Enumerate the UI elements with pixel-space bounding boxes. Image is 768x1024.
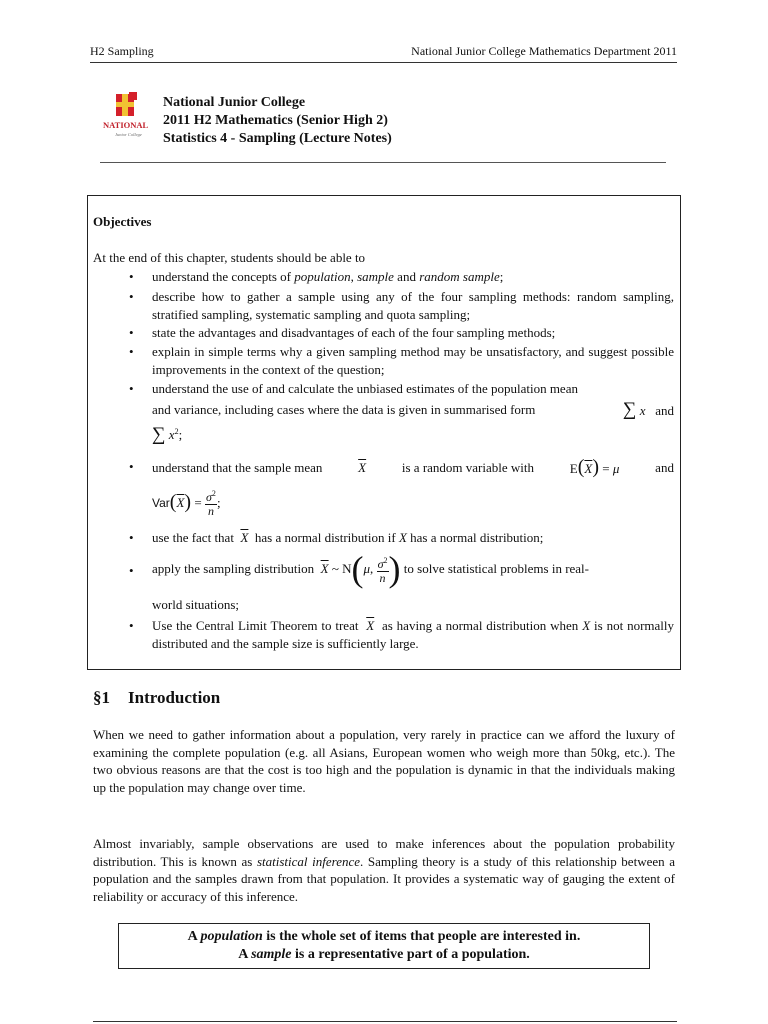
bullet: •: [129, 289, 134, 304]
paragraph-1: When we need to gather information about a population, very rarely in practice can we afford the luxury of examining the complete population (e.g. all Asians, European women who weigh more than 50kg, etc.). The two obvious reasons are that the cost is too high and the population is dynamic in that the individuals making up the population may change over time.: [93, 727, 675, 795]
objective-5-line-2: and variance, including cases where the data is given in summarised form ∑ x and: [152, 399, 674, 420]
objective-8-line-2: world situations;: [152, 597, 240, 612]
title-underline: [100, 162, 666, 163]
objective-3: state the advantages and disadvantages of each of the four sampling methods;: [152, 325, 556, 340]
objective-4: explain in simple terms why a given sampling method may be unsatisfactory, and suggest possible improvements in the context of the question;: [152, 344, 674, 377]
title-line-2: 2011 H2 Mathematics (Senior High 2): [163, 113, 388, 128]
bullet: •: [129, 530, 134, 545]
sum-x-squared: ∑ x $^2$ ;: [152, 424, 183, 445]
section-heading: §1 Introduction: [93, 688, 221, 707]
running-header-right: National Junior College Mathematics Department 2011: [411, 44, 677, 58]
title-line-1: National Junior College: [163, 95, 306, 110]
footer-rule: [93, 1021, 677, 1022]
objective-9: Use the Central Limit Theorem to treat $\overline{X}$ as having a normal distribution when X is not normally distributed and the sample size is sufficiently large.: [152, 618, 675, 651]
bullet: •: [129, 618, 134, 633]
objectives-intro: At the end of this chapter, students should be able to: [93, 250, 366, 265]
college-logo: [103, 92, 153, 142]
definition-sample: A sample is a representative part of a population.: [238, 947, 530, 962]
bullet: •: [129, 325, 134, 340]
objective-7: use the fact that $\overline{X}$ has a normal distribution if X has a normal distribution;: [152, 530, 544, 545]
objective-8-line-1: apply the sampling distribution $\overline{X}$ ~ N ( μ , $\sigma^2$ n ) to solve statistical problems in real-: [152, 549, 590, 589]
document-title: [163, 94, 392, 148]
paragraph-2: Almost invariably, sample observations are used to make inferences about the population probability distribution. This is known as statistical inference. Sampling theory is a study of this relationship between a population and the samples drawn from that population. It provides a systematic way of gauging the extent of reliability or accuracy of this inference.: [93, 836, 675, 904]
objective-5-line-1: understand the use of and calculate the unbiased estimates of the population mean: [152, 381, 578, 396]
title-line-3: Statistics 4 - Sampling (Lecture Notes): [163, 131, 392, 146]
svg-text:NATIONAL: NATIONAL: [103, 120, 149, 130]
objective-2: describe how to gather a sample using any of the four sampling methods: random sampling, stratified sampling, systematic sampling and quota sampling;: [152, 289, 674, 322]
objective-6-line-1: understand that the sample mean $\overline{X}$ is a random variable with $E(\overline{X}) = \mu$ and: [152, 456, 674, 478]
objectives-heading: Objectives: [93, 214, 152, 229]
bullet: •: [129, 381, 134, 396]
definition-box: [118, 923, 650, 969]
bullet: •: [129, 269, 134, 284]
objective-1: understand the concepts of population, sample and random sample;: [152, 269, 504, 284]
definition-population: A population is the whole set of items that people are interested in.: [187, 929, 581, 944]
bullet: •: [129, 563, 134, 578]
header-rule: [90, 62, 677, 63]
bullet: •: [129, 344, 134, 359]
svg-text:Junior College: Junior College: [115, 132, 142, 137]
running-header-left: H2 Sampling: [90, 44, 154, 58]
variance-formula: Var ( $\overline{X}$ ) = $\sigma^2$ n ;: [152, 489, 221, 518]
bullet: •: [129, 459, 134, 474]
